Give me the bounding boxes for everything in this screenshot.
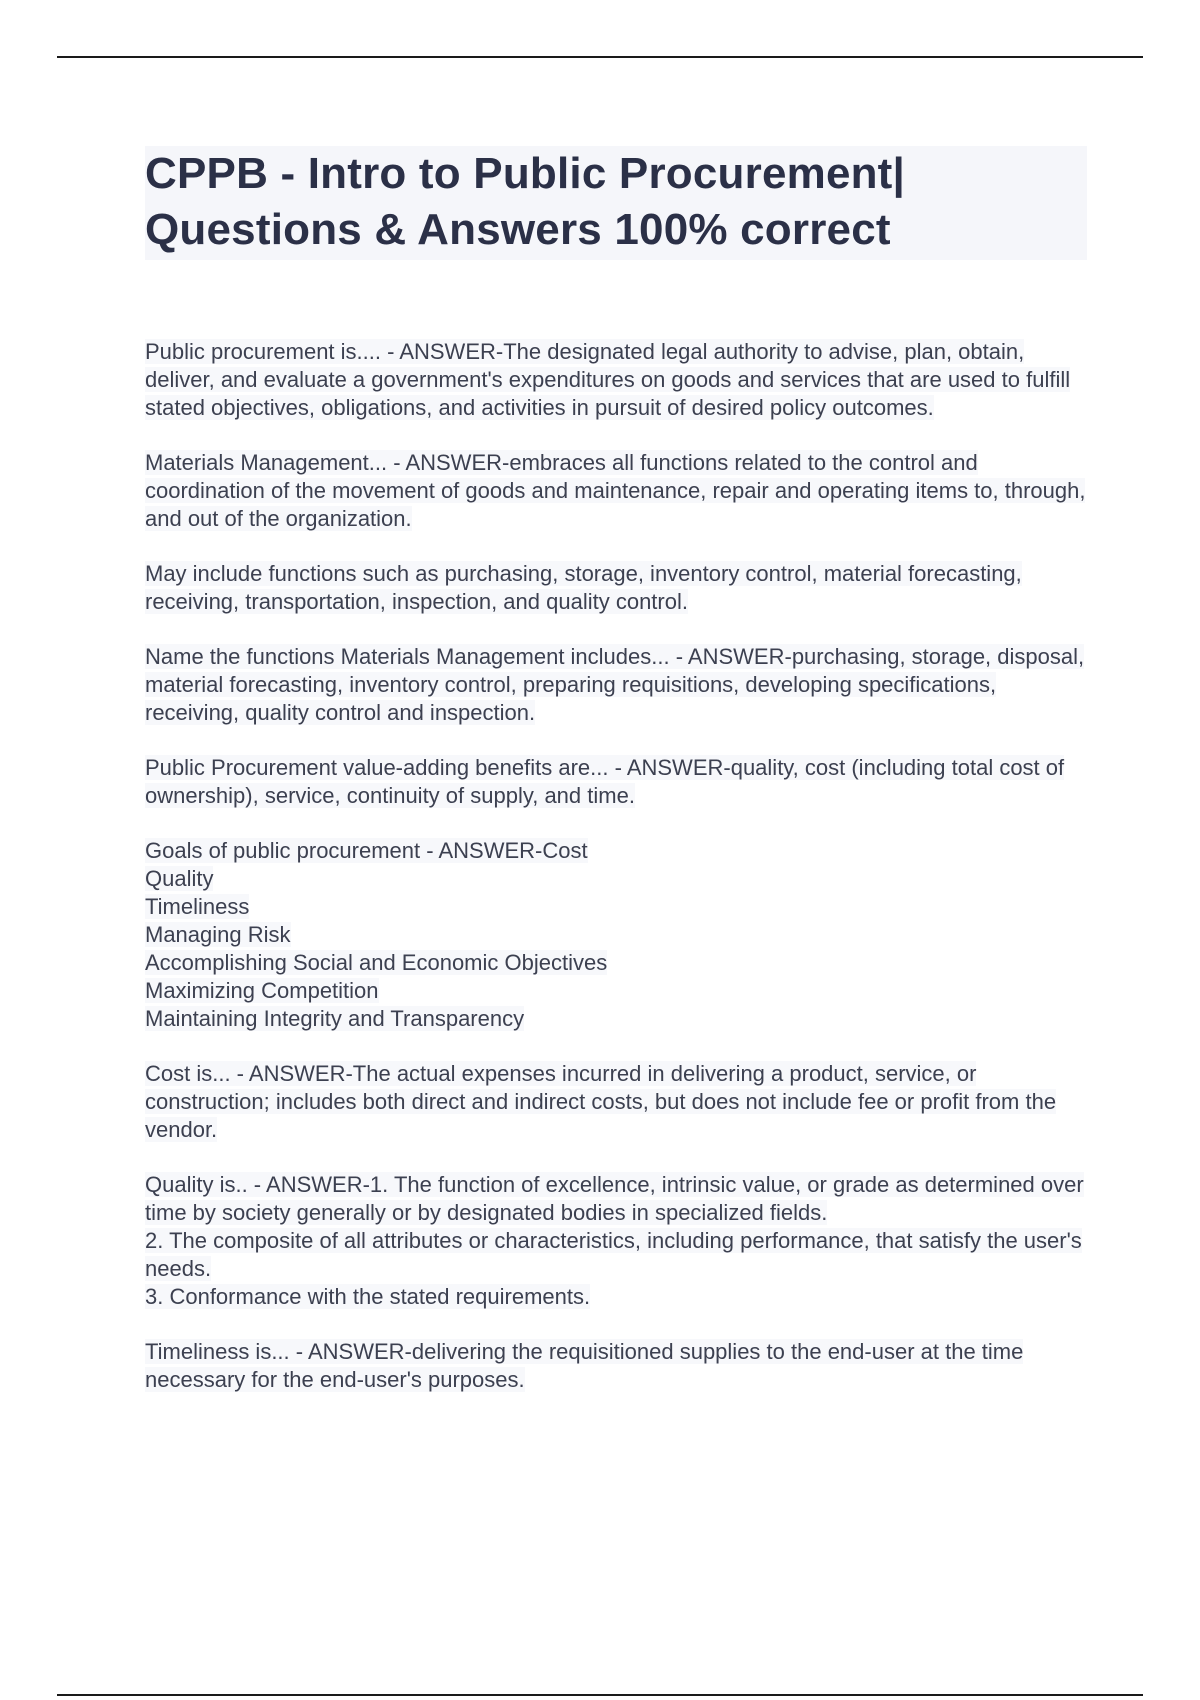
qa-item-goals [145,837,1095,1033]
goals-line: Quality [145,866,214,891]
title-block [145,146,1087,260]
qa-text: Cost is... - ANSWER-The actual expenses incurred in delivering a product, service, or construction; includes both direct and indirect costs, but does not include fee or profit from the vendor. [145,1061,1057,1142]
qa-text: Timeliness is... - ANSWER-delivering the requisitioned supplies to the end-user at the time necessary for the end-user's purposes. [145,1339,1024,1392]
qa-item-cost [145,1060,1095,1144]
goals-line: Goals of public procurement - ANSWER-Cost [145,838,588,863]
qa-item-timeliness [145,1338,1095,1394]
goals-line: Accomplishing Social and Economic Objectives [145,950,608,975]
bottom-rule [57,1694,1143,1696]
qa-item [145,560,1095,616]
qa-text: Public procurement is.... - ANSWER-The designated legal authority to advise, plan, obtain, deliver, and evaluate a government's expenditures on goods and services that are used to fulfill stated objectives, obligations, and activities in pursuit of desired policy outcomes. [145,339,1071,420]
quality-line: Quality is.. - ANSWER-1. The function of excellence, intrinsic value, or grade as determined over time by society generally or by designated bodies in specialized fields. [145,1172,1084,1225]
top-rule [57,56,1143,58]
goals-line: Managing Risk [145,922,291,947]
qa-item-quality [145,1171,1095,1311]
qa-item [145,338,1095,422]
qa-item [145,754,1095,810]
goals-line: Maintaining Integrity and Transparency [145,1006,525,1031]
quality-line: 2. The composite of all attributes or characteristics, including performance, that satisfy the user's needs. [145,1228,1082,1281]
qa-list [145,338,1095,1421]
qa-text: Materials Management... - ANSWER-embraces all functions related to the control and coordination of the movement of goods and maintenance, repair and operating items to, through, and out of the organization. [145,450,1086,531]
qa-item [145,449,1095,533]
goals-line: Maximizing Competition [145,978,379,1003]
qa-text: Public Procurement value-adding benefits are... - ANSWER-quality, cost (including total cost of ownership), service, continuity of supply, and time. [145,755,1065,808]
qa-text: May include functions such as purchasing, storage, inventory control, material forecasting, receiving, transportation, inspection, and quality control. [145,561,1022,614]
document-title: CPPB - Intro to Public Procurement| Questions & Answers 100% correct [145,149,906,254]
qa-item [145,643,1095,727]
qa-text: Name the functions Materials Management includes... - ANSWER-purchasing, storage, disposal, material forecasting, inventory control, preparing requisitions, developing specifications, receiving, quality control and inspection. [145,644,1085,725]
quality-line: 3. Conformance with the stated requirements. [145,1284,591,1309]
goals-line: Timeliness [145,894,250,919]
